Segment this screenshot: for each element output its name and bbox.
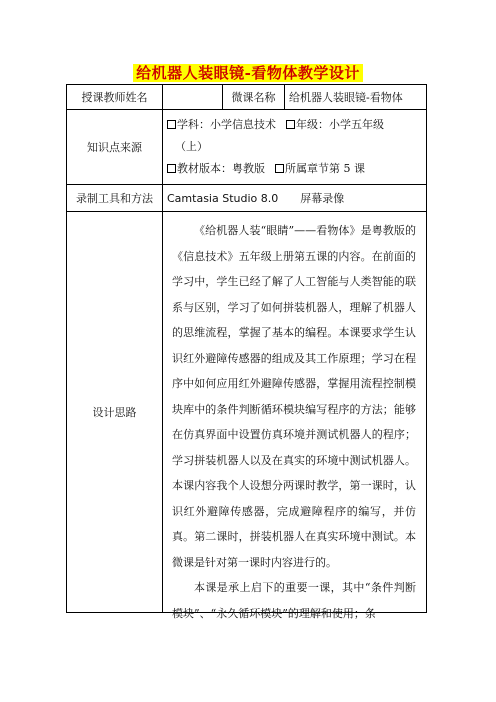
table-row-teacher xyxy=(67,85,427,110)
edition-checkbox-icon xyxy=(167,164,176,173)
design-cell xyxy=(163,212,427,620)
teacher-name-label: 授课教师姓名 xyxy=(67,85,163,110)
design-paragraph-1: 《给机器人装“眼睛”——看物体》是粤教版的《信息技术》五年级上册第五课的内容。在前面的学习中，学生已经了解了人工智能与人类智能的联系与区别，学习了如何拼装机器人，理解了机器人的思维流程，掌握了基本的编程。本课要求学生认识红外避障传感器的组成及其工作原理；学习在程序中如何应用红外避障传感器，掌握用流程控制模块库中的条件判断循环模块编写程序的方法；能够在仿真界面中设置仿真环境并测试机器人的程序；学习拼装机器人以及在真实的环境中测试机器人。本课内容我个人设想分两课时教学，第一课时，认识红外避障传感器，完成避障程序的编写，并仿真。第二课时，拼装机器人在真实环境中测试。本微课是针对第一课时内容进行的。 xyxy=(172,224,416,569)
design-label: 设计思路 xyxy=(67,212,163,613)
course-name-label: 微课名称 xyxy=(223,85,285,110)
tool-name: Camtasia Studio 8.0 xyxy=(167,192,279,205)
lesson-info-table xyxy=(66,84,427,620)
table-row-design xyxy=(67,212,427,613)
design-paragraph-2: 本课是承上启下的重要一课，其中“条件判断模块”、“永久循环模块”的理解和使用；条 xyxy=(172,581,416,620)
subject-checkbox-icon xyxy=(167,120,176,129)
grade-text: 年级：小学五年级 xyxy=(296,118,384,131)
source-cell xyxy=(163,110,427,185)
record-method: 屏幕录像 xyxy=(300,192,345,205)
chapter-checkbox-icon xyxy=(275,164,284,173)
table-row-source xyxy=(67,110,427,185)
chapter-text: 所属章节第 5 课 xyxy=(285,162,365,175)
table-row-tools xyxy=(67,185,427,212)
document-title: 给机器人装眼镜-看物体教学设计 xyxy=(0,62,496,83)
tools-label: 录制工具和方法 xyxy=(67,185,163,212)
grade-checkbox-icon xyxy=(286,120,295,129)
source-label: 知识点来源 xyxy=(67,110,163,185)
course-name-value: 给机器人装眼镜-看物体 xyxy=(285,85,427,110)
tools-cell xyxy=(163,185,427,212)
subject-text: 学科：小学信息技术 xyxy=(177,118,276,131)
edition-text: 教材版本：粤教版 xyxy=(177,162,265,175)
grade-continuation: （上） xyxy=(175,140,208,153)
teacher-name-value xyxy=(163,85,223,110)
